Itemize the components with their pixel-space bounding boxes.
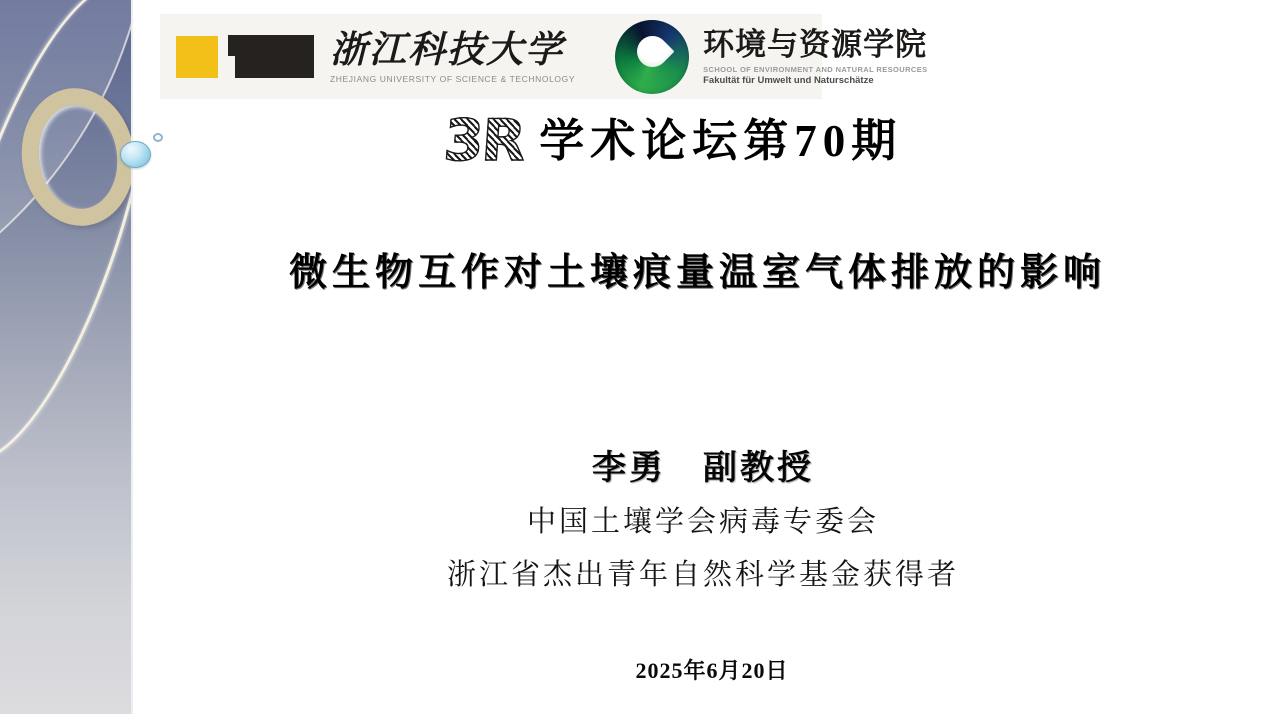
school-name-de: Fakultät für Umwelt und Naturschätze [703,74,874,86]
university-name-block [330,30,575,84]
logo-yellow-square [176,36,218,78]
school-name-block [703,28,927,86]
university-logo-mark-icon [176,35,316,79]
school-name-zh: 环境与资源学院 [703,26,928,62]
school-name-en: SCHOOL OF ENVIRONMENT AND NATURAL RESOURCES [703,64,928,74]
logo-black-rect [228,35,314,78]
blue-sphere-icon [120,141,151,168]
speaker-affiliation-1: 中国土壤学会病毒专委会 [526,506,879,538]
speaker-name: 李勇 副教授 [592,450,814,487]
forum-title-text: 学术论坛第70期 [539,116,903,166]
logo-notch [222,56,235,78]
logo-banner [160,14,928,99]
speaker-affiliation-2: 浙江省杰出青年自然科学基金获得者 [446,559,959,591]
forum-title-row [133,110,1213,172]
forum-3r-logo-icon: 3R [441,108,526,174]
university-name-zh: 浙江科技大学 [330,29,564,71]
small-circle-icon [153,133,163,142]
water-drop-shape [631,29,675,73]
water-drop-logo-icon [615,20,689,94]
university-name-en: ZHEJIANG UNIVERSITY OF SCIENCE & TECHNOLOGY [330,73,576,84]
decorative-sidebar [0,0,133,714]
presentation-date: 2025年6月20日 [635,658,789,683]
presentation-title: 微生物互作对土壤痕量温室气体排放的影响 [288,252,1106,294]
